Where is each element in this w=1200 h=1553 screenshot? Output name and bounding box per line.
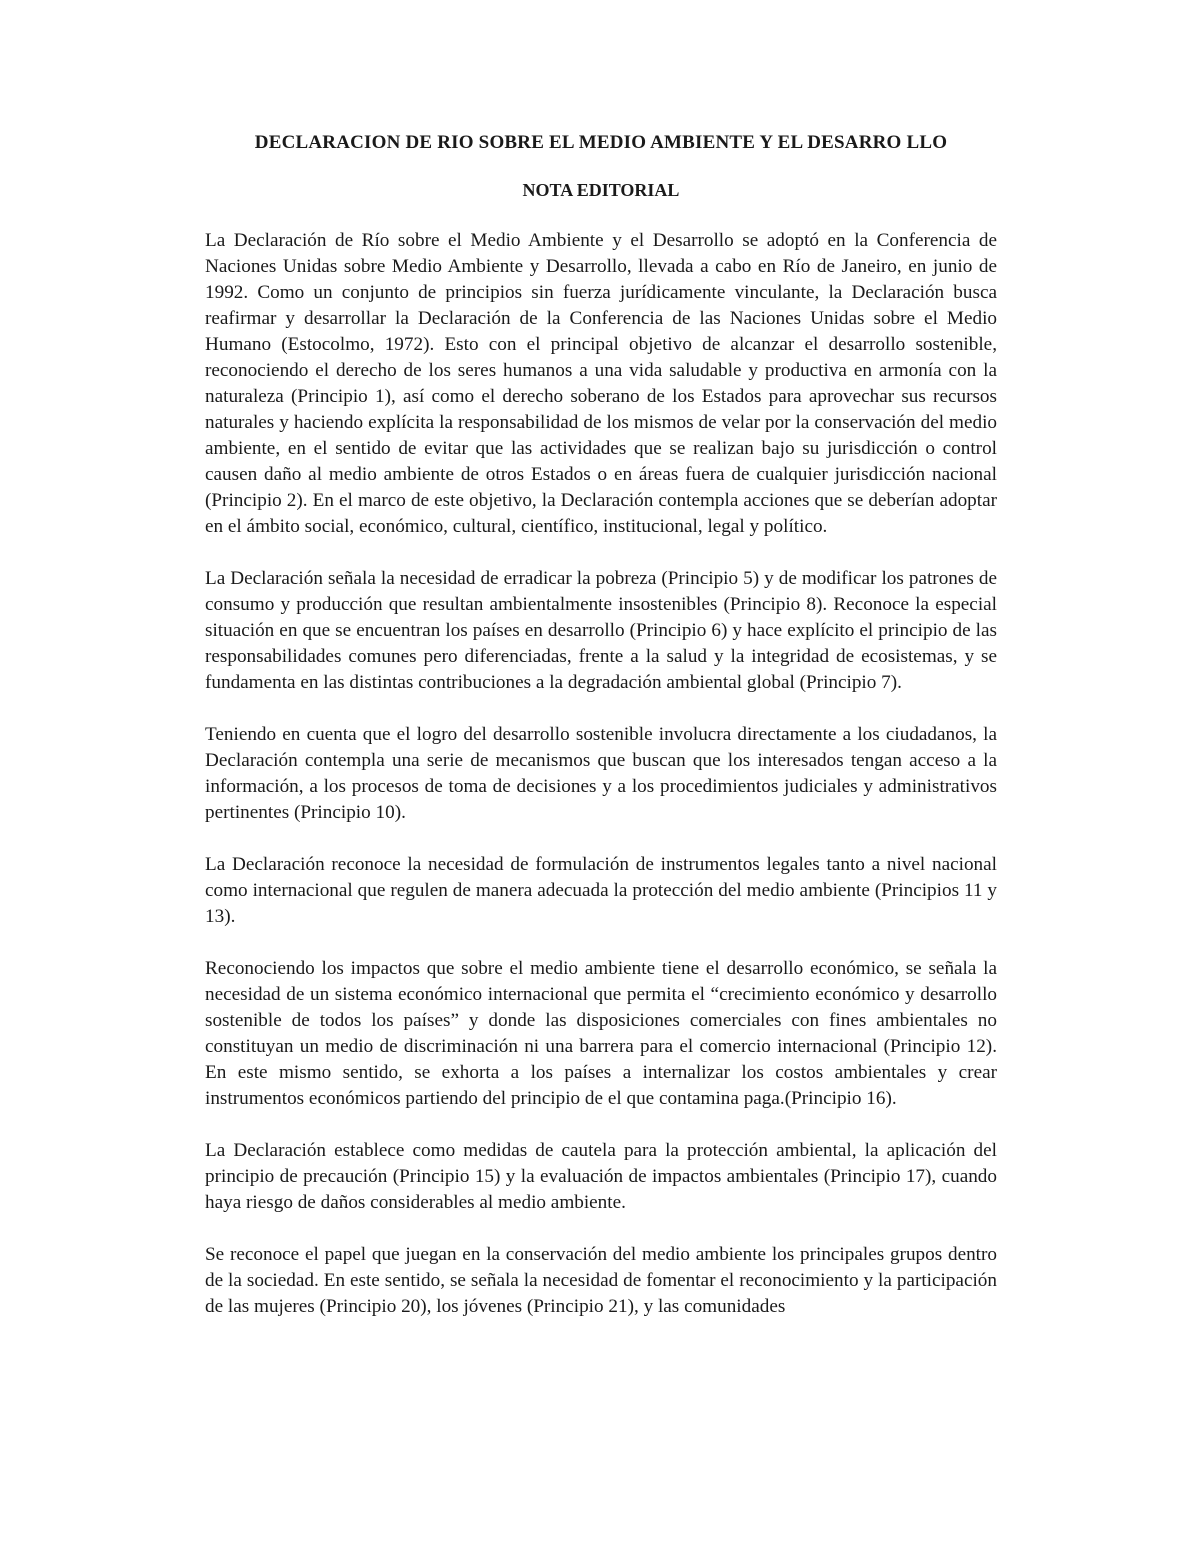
- paragraph-legal-instruments: La Declaración reconoce la necesidad de formulación de instrumentos legales tanto a nivel nacional como internacional que regulen de manera adecuada la protección del medio ambiente (Principios 11 y 13).: [205, 854, 997, 927]
- paragraph-precaution: La Declaración establece como medidas de cautela para la protección ambiental, la aplicación del principio de precaución (Principio 15) y la evaluación de impactos ambientales (Principio 17), cuando haya riesgo de daños considerables al medio ambiente.: [205, 1140, 997, 1213]
- paragraph-poverty: La Declaración señala la necesidad de erradicar la pobreza (Principio 5) y de modificar los patrones de consumo y producción que resultan ambientalmente insostenibles (Principio 8). Reconoce la especial situación en que se encuentran los países en desarrollo (Principio 6) y hace explícito el principio de las responsabilidades comunes pero diferenciadas, frente a la salud y la integridad de ecosistemas, y se fundamenta en las distintas contribuciones a la degradación ambiental global (Principio 7).: [205, 568, 997, 693]
- document-page: [205, 130, 997, 1320]
- paragraph-economic: Reconociendo los impactos que sobre el medio ambiente tiene el desarrollo económico, se señala la necesidad de un sistema económico internacional que permita el “crecimiento económico y desarrollo sostenible de todos los países” y donde las disposiciones comerciales con fines ambientales no constituyan un medio de discriminación ni una barrera para el comercio internacional (Principio 12). En este mismo sentido, se exhorta a los países a internalizar los costos ambientales y crear instrumentos económicos partiendo del principio de el que contamina paga.(Principio 16).: [205, 958, 997, 1109]
- document-title: DECLARACION DE RIO SOBRE EL MEDIO AMBIENTE Y EL DESARRO LLO: [254, 132, 948, 153]
- paragraph-groups: Se reconoce el papel que juegan en la conservación del medio ambiente los principales grupos dentro de la sociedad. En este sentido, se señala la necesidad de fomentar el reconocimiento y la participación de las mujeres (Principio 20), los jóvenes (Principio 21), y las comunidades: [205, 1244, 997, 1317]
- document-subtitle: NOTA EDITORIAL: [522, 180, 680, 200]
- paragraph-citizens: Teniendo en cuenta que el logro del desarrollo sostenible involucra directamente a los ciudadanos, la Declaración contempla una serie de mecanismos que buscan que los interesados tengan acceso a la información, a los procesos de toma de decisiones y a los procedimientos judiciales y administrativos pertinentes (Principio 10).: [205, 724, 997, 823]
- paragraph-intro: La Declaración de Río sobre el Medio Ambiente y el Desarrollo se adoptó en la Conferencia de Naciones Unidas sobre Medio Ambiente y Desarrollo, llevada a cabo en Río de Janeiro, en junio de 1992. Como un conjunto de principios sin fuerza jurídicamente vinculante, la Declaración busca reafirmar y desarrollar la Declaración de la Conferencia de las Naciones Unidas sobre el Medio Humano (Estocolmo, 1972). Esto con el principal objetivo de alcanzar el desarrollo sostenible, reconociendo el derecho de los seres humanos a una vida saludable y productiva en armonía con la naturaleza (Principio 1), así como el derecho soberano de los Estados para aprovechar sus recursos naturales y haciendo explícita la responsabilidad de los mismos de velar por la conservación del medio ambiente, en el sentido de evitar que las actividades que se realizan bajo su jurisdicción o control causen daño al medio ambiente de otros Estados o en áreas fuera de cualquier jurisdicción nacional (Principio 2). En el marco de este objetivo, la Declaración contempla acciones que se deberían adoptar en el ámbito social, económico, cultural, científico, institucional, legal y político.: [205, 230, 997, 537]
